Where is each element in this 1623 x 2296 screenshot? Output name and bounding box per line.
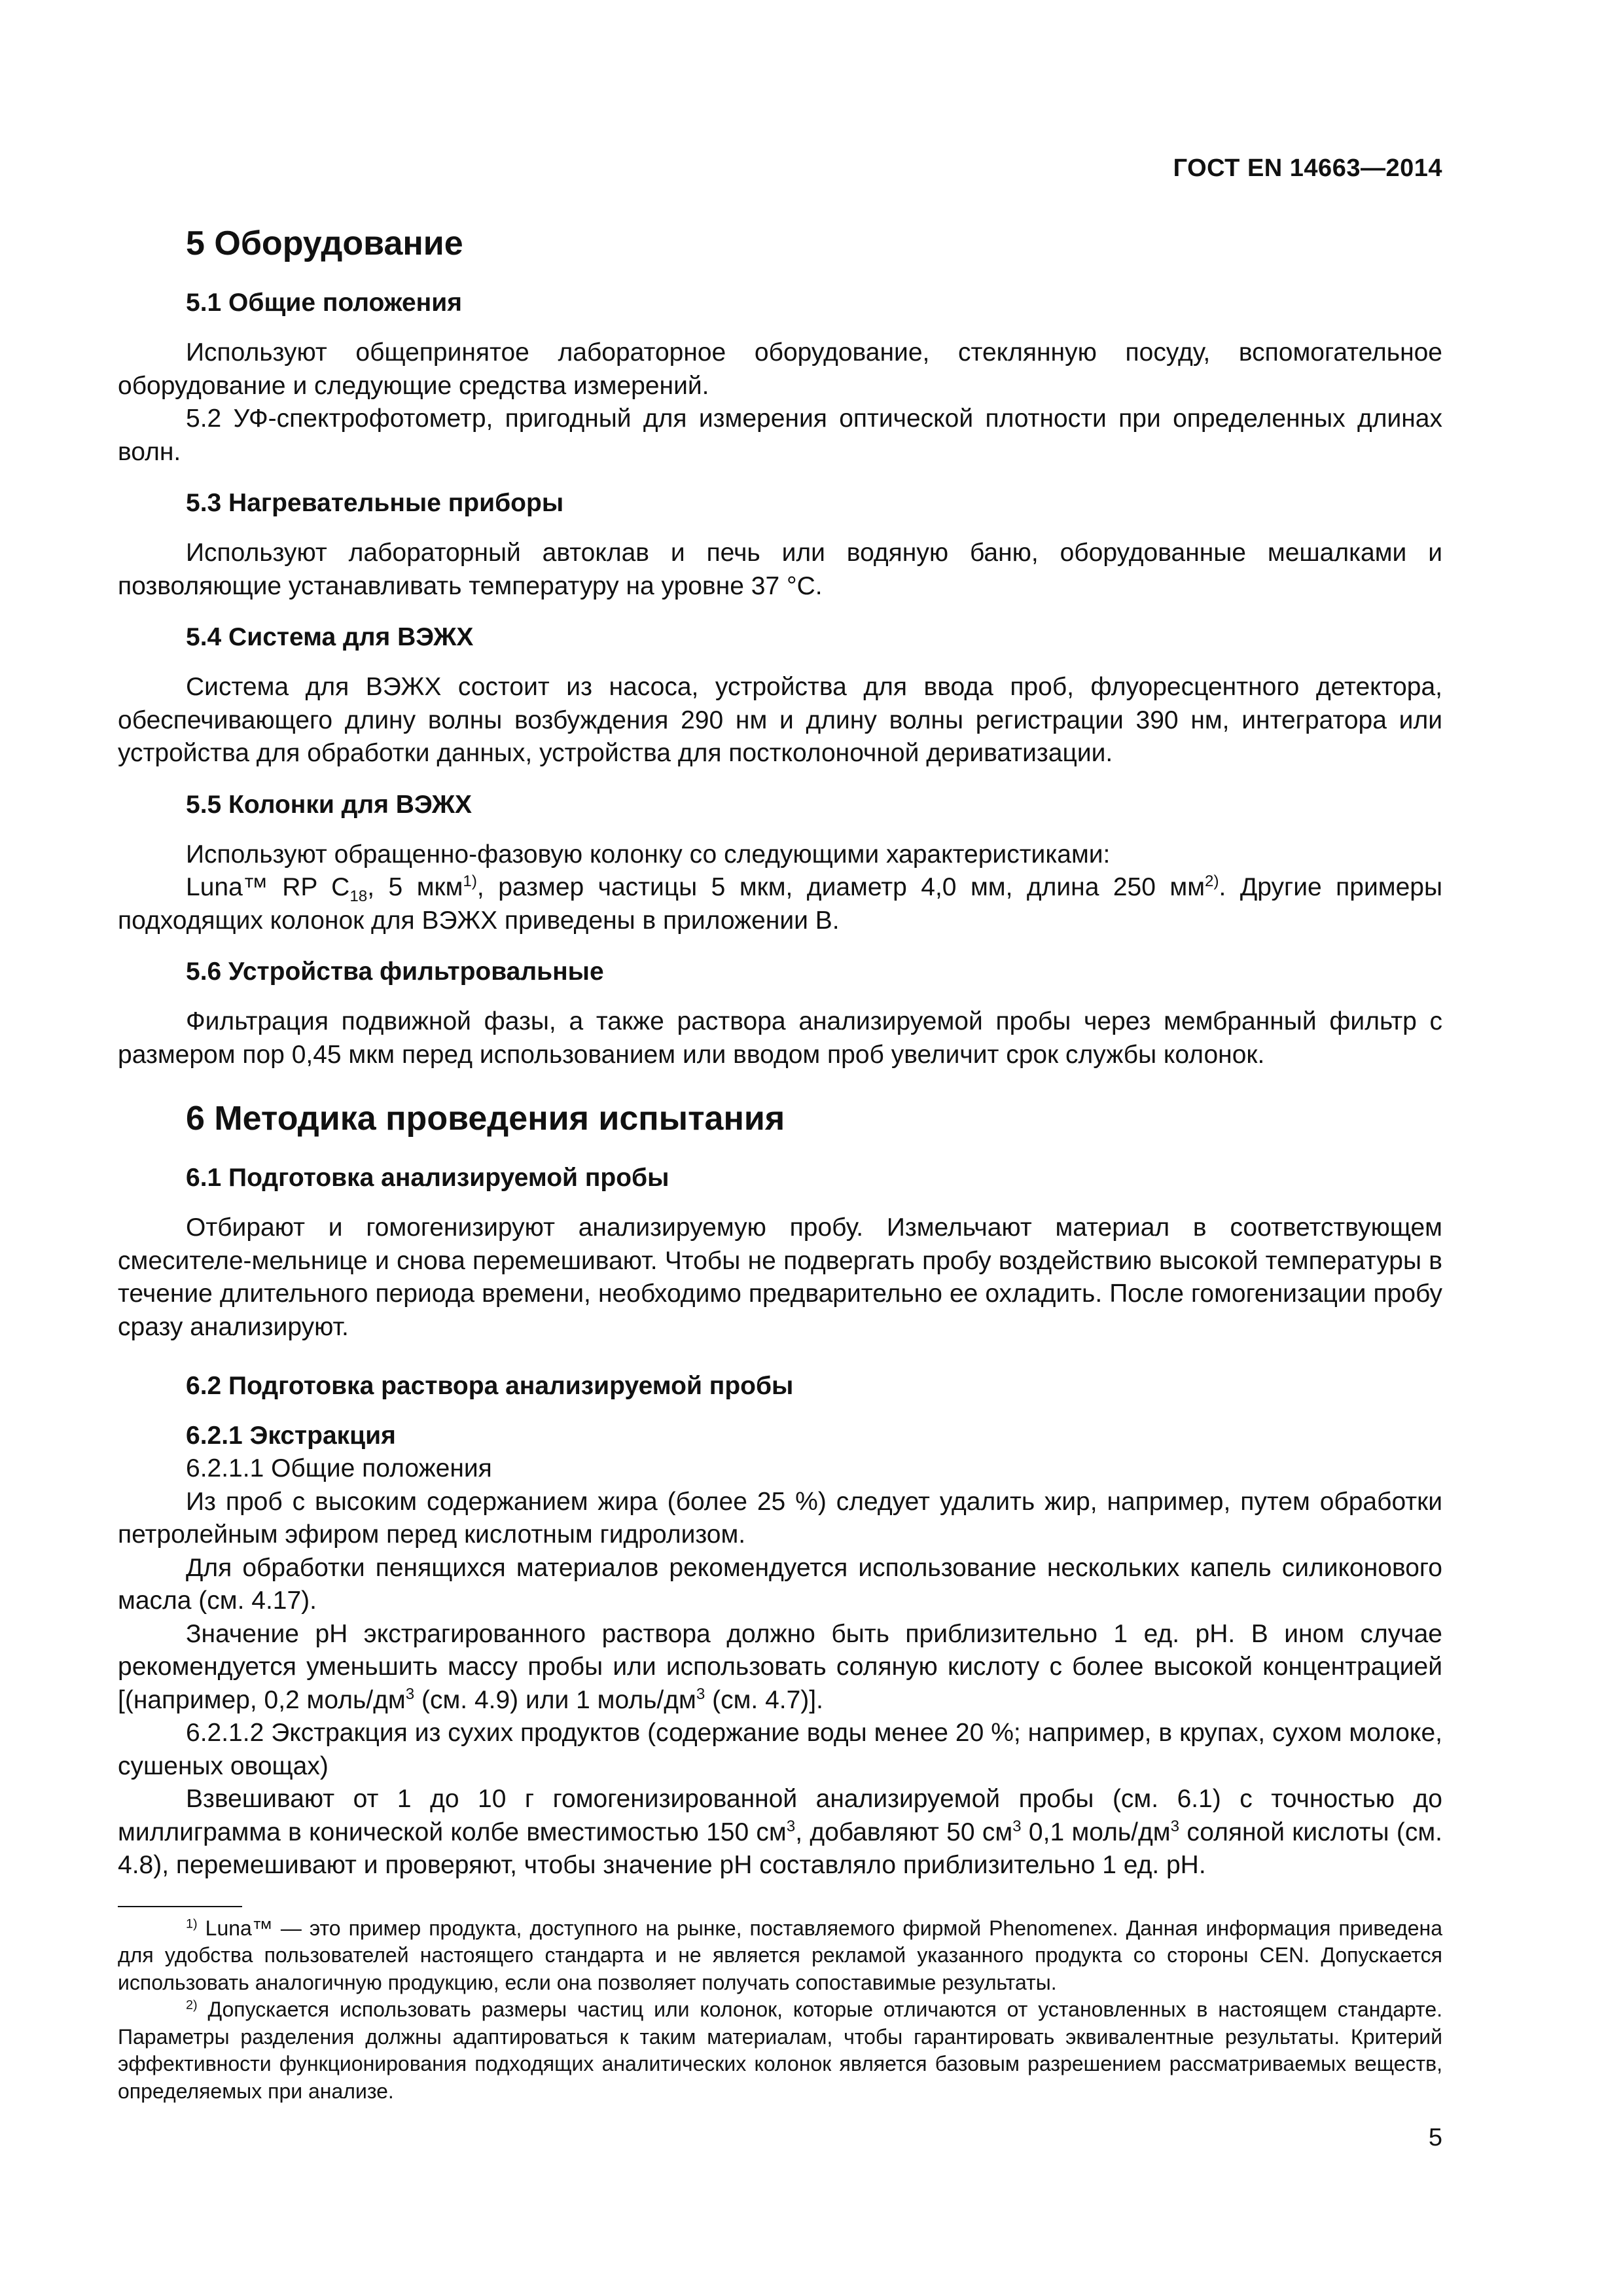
weigh-superscript-2: 3 [1012,1817,1022,1835]
footnote-2 [118,1996,1442,2105]
ph-text-b: (см. 4.9) или 1 моль/дм [414,1685,696,1714]
footnote-2-text: Допускается использовать размеры частиц или колонок, которые отличаются от установленных в настоящем стандарте. Параметры разделения должны адаптироваться к таким материалам, чтобы гарантировать эквивалентные результаты. Критерий эффективности функционирования подходящих аналитических колонок является базовым разрешением рассматриваемых веществ, определяемых при анализе. [118,1998,1442,2103]
section-6-1-title: 6.1 Подготовка анализируемой пробы [186,1164,669,1192]
footnote-2-mark: 2) [186,1998,198,2013]
footnote-ref-2: 2) [1205,872,1219,890]
ph-text-c: (см. 4.7)]. [705,1685,823,1714]
section-5-1-title: 5.1 Общие положения [186,289,462,317]
paragraph-fat-removal: Из проб с высоким содержанием жира (более 25 %) следует удалить жир, например, путем обработки петролейным эфиром перед кислотным гидролизом. [118,1487,1442,1549]
section-5-title: 5 Оборудование [186,224,463,262]
section-6-2-1-title: 6.2.1 Экстракция [186,1422,396,1450]
section-6-2-1-2-paragraph: 6.2.1.2 Экстракция из сухих продуктов (содержание воды менее 20 %; например, в крупах, сухом молоке, сушеных овощах) [118,1719,1442,1780]
section-5-5-paragraph: Используют обращенно-фазовую колонку со следующими характеристиками: [186,840,1111,869]
section-6-1-paragraph: Отбирают и гомогенизируют анализируемую пробу. Измельчают материал в соответствующем смесителе-мельнице и снова перемешивают. Чтобы не подвергать пробу воздействию высокой температуры в течение длительного периода времени, необходимо предварительно ее охладить. После гомогенизации пробу сразу анализируют. [118,1213,1442,1341]
page-number: 5 [1428,2124,1442,2151]
paragraph-foaming: Для обработки пенящихся материалов рекомендуется использование нескольких капель силиконового масла (см. 4.17). [118,1553,1442,1615]
footnote-divider [118,1906,242,1907]
ph-superscript-1: 3 [405,1685,415,1703]
footnote-ref-1: 1) [463,872,477,890]
section-5-4-title: 5.4 Система для ВЭЖХ [186,623,474,651]
ph-superscript-2: 3 [696,1685,705,1703]
section-5-5-title: 5.5 Колонки для ВЭЖХ [186,790,472,819]
column-spec-text-a: Luna™ RP C [186,873,350,901]
section-5-1-paragraph: Используют общепринятое лабораторное оборудование, стеклянную посуду, вспомогательное оборудование и следующие средства измерений. [118,338,1442,400]
section-5-5-column-spec [118,871,1442,937]
weigh-text-c: 0,1 моль/дм [1021,1818,1171,1846]
section-5-4-paragraph: Система для ВЭЖХ состоит из насоса, устройства для ввода проб, флуоресцентного детектора, обеспечивающего длину волны возбуждения 290 нм и длину волны регистрации 390 нм, интегратора или устройства для обработки данных, устройства для постколоночной дериватизации. [118,673,1442,767]
weigh-text-a: Взвешивают от 1 до 10 г гомогенизированной анализируемой пробы (см. 6.1) с точностью до миллиграмма в конической колбе вместимостью 150 см [118,1785,1442,1846]
weigh-superscript-3: 3 [1170,1817,1180,1835]
paragraph-weighing [118,1783,1442,1882]
column-spec-text-c: , размер частицы 5 мкм, диаметр 4,0 мм, длина 250 мм [476,873,1205,901]
weigh-text-b: , добавляют 50 см [795,1818,1013,1846]
section-6-2-1-1-heading: 6.2.1.1 Общие положения [186,1454,492,1482]
footnote-1-text: Luna™ — это пример продукта, доступного на рынке, поставляемого фирмой Phenomenex. Данная информация приведена для удобства пользователей настоящего стандарта и не является рекламой указанного продукта со стороны CEN. Допускается использовать аналогичную продукцию, если она позволяет получать сопоставимые результаты. [118,1916,1442,1994]
paragraph-ph [118,1618,1442,1717]
standard-header: ГОСТ EN 14663—2014 [1173,154,1442,182]
page-body [118,223,1442,2105]
section-5-3-title: 5.3 Нагревательные приборы [186,489,564,517]
footnote-1-mark: 1) [186,1916,198,1931]
section-6-title: 6 Методика проведения испытания [186,1100,785,1138]
weigh-text-d: соляной кислоты (см. 4.8), перемешивают и проверяют, чтобы значение pH составляло приблизительно 1 ед. pH. [118,1818,1442,1879]
section-5-2-paragraph: 5.2 УФ-спектрофотометр, пригодный для измерения оптической плотности при определенных длинах волн. [118,404,1442,466]
column-spec-subscript: 18 [349,887,368,905]
column-spec-text-d: . Другие примеры подходящих колонок для ВЭЖХ приведены в приложении В. [118,873,1442,935]
section-5-3-paragraph: Используют лабораторный автоклав и печь или водяную баню, оборудованные мешалками и позволяющие устанавливать температуру на уровне 37 °C. [118,539,1442,600]
ph-text-a: Значение pH экстрагированного раствора должно быть приблизительно 1 ед. pH. В ином случае рекомендуется уменьшить массу пробы или использовать соляную кислоту с более высокой концентрацией [(например, 0,2 моль/дм [118,1619,1442,1714]
section-5-6-paragraph: Фильтрация подвижной фазы, а также раствора анализируемой пробы через мембранный фильтр с размером пор 0,45 мкм перед использованием или вводом проб увеличит срок службы колонок. [118,1007,1442,1069]
section-6-2-title: 6.2 Подготовка раствора анализируемой пробы [186,1372,794,1400]
section-5-6-title: 5.6 Устройства фильтровальные [186,958,604,986]
column-spec-text-b: , 5 мкм [367,873,463,901]
weigh-superscript-1: 3 [786,1817,796,1835]
footnote-1 [118,1915,1442,1997]
